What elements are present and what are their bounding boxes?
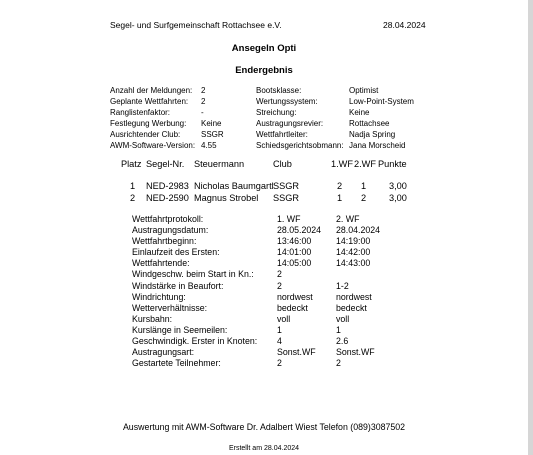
page-subtitle: Endergebnis <box>235 65 293 76</box>
meta-right-values <box>349 85 414 151</box>
meta-label: Ausrichtender Club: <box>110 130 181 139</box>
protocol-wf2-value: 14:43:00 <box>336 258 371 269</box>
meta-value: Jana Morscheid <box>349 141 406 150</box>
protocol-wf1-value: 28.05.2024 <box>277 225 322 236</box>
meta-value: Keine <box>201 119 222 128</box>
protocol-label: Kurslänge in Seemeilen: <box>132 324 228 335</box>
protocol-wf2-value: Sonst.WF <box>336 347 375 358</box>
protocol-wf1-value: 4 <box>277 336 282 347</box>
protocol-wf2-value <box>336 269 380 280</box>
protocol-wf1-value: 2 <box>277 358 282 369</box>
protocol-wf2-value: nordwest <box>336 291 372 302</box>
cell-punkte: 3,00 <box>389 181 407 191</box>
protocol-wf2-values <box>336 214 380 369</box>
protocol-wf1-value: voll <box>277 313 291 324</box>
created-date: Erstellt am 28.04.2024 <box>228 445 300 452</box>
meta-label: Anzahl der Meldungen: <box>110 86 193 95</box>
organization-name: Segel- und Surfgemeinschaft Rottachsee e.V. <box>110 20 282 30</box>
protocol-wf2-value: 1 <box>336 324 341 335</box>
meta-value: Low-Point-System <box>349 97 414 106</box>
col-header-platz: Platz <box>121 159 142 169</box>
protocol-label: Geschwindigk. Erster in Knoten: <box>132 336 258 347</box>
protocol-label: Wettfahrtende: <box>132 258 190 269</box>
col-header-wf2: 2.WF <box>354 159 376 169</box>
meta-label: Wertungssystem: <box>256 97 318 106</box>
meta-label: Geplante Wettfahrten: <box>110 97 189 106</box>
protocol-wf2-value: 28.04.2024 <box>336 225 381 236</box>
cell-steuermann: Nicholas Baumgartl <box>194 181 274 191</box>
col-header-steuermann: Steuermann <box>194 159 245 169</box>
meta-label: Ranglistenfaktor: <box>110 108 171 117</box>
meta-right-labels <box>256 85 344 151</box>
protocol-label: Kursbahn: <box>132 313 173 324</box>
meta-label: Streichung: <box>256 108 297 117</box>
meta-label: AWM-Software-Version: <box>110 141 196 150</box>
protocol-label: Einlaufzeit des Ersten: <box>132 247 220 258</box>
col-header-segel: Segel-Nr. <box>146 159 185 169</box>
protocol-wf1-value: 13:46:00 <box>277 236 312 247</box>
protocol-wf1-value: Sonst.WF <box>277 347 316 358</box>
protocol-wf1-value: 14:05:00 <box>277 258 312 269</box>
protocol-label: Wettfahrtbeginn: <box>132 236 197 247</box>
protocol-label: Wettfahrtprotokoll: <box>132 214 204 224</box>
protocol-labels <box>132 214 257 369</box>
protocol-label: Austragungsart: <box>132 347 195 358</box>
protocol-wf2-value: voll <box>336 313 350 324</box>
col-header-wf1: 1.WF <box>331 159 353 169</box>
protocol-wf2-value: 1-2 <box>336 280 349 291</box>
meta-value: 2 <box>201 86 206 95</box>
protocol-wf1-value: 1 <box>277 324 282 335</box>
protocol-wf1-value: nordwest <box>277 291 313 302</box>
meta-value: Optimist <box>349 86 379 95</box>
cell-platz: 1 <box>130 181 136 191</box>
cell-wf1: 1 <box>337 193 343 203</box>
cell-club: SSGR <box>273 193 300 203</box>
meta-label: Austragungsrevier: <box>256 119 324 128</box>
protocol-label: Windgeschw. beim Start in Kn.: <box>132 269 254 280</box>
protocol-label: Austragungsdatum: <box>132 225 209 236</box>
protocol-wf2-value: 2. WF <box>336 214 360 224</box>
page-title: Ansegeln Opti <box>231 43 297 54</box>
cell-segel: NED-2983 <box>146 181 189 191</box>
meta-label: Festlegung Werbung: <box>110 119 187 128</box>
protocol-wf2-value: 14:42:00 <box>336 247 371 258</box>
protocol-wf1-values <box>277 214 321 369</box>
protocol-wf1-value: 1. WF <box>277 214 301 224</box>
cell-wf2: 1 <box>361 181 367 191</box>
protocol-label: Windrichtung: <box>132 291 186 302</box>
protocol-wf2-value: 2.6 <box>336 336 349 347</box>
meta-value: Keine <box>349 108 370 117</box>
meta-value: 2 <box>201 97 206 106</box>
protocol-wf2-value: 14:19:00 <box>336 236 371 247</box>
meta-value: Nadja Spring <box>349 130 396 139</box>
meta-value: Rottachsee <box>349 119 390 128</box>
meta-label: Wettfahrtleiter: <box>256 130 308 139</box>
protocol-label: Gestartete Teilnehmer: <box>132 358 221 369</box>
cell-club: SSGR <box>273 181 300 191</box>
cell-platz: 2 <box>130 193 136 203</box>
protocol-wf2-value: bedeckt <box>336 302 367 313</box>
col-header-punkte: Punkte <box>378 159 407 169</box>
software-footer: Auswertung mit AWM-Software Dr. Adalbert Wiest Telefon (089)3087502 <box>122 422 406 432</box>
meta-value: 4.55 <box>201 141 217 150</box>
header-date: 28.04.2024 <box>383 20 426 30</box>
meta-value: - <box>201 108 204 117</box>
protocol-label: Wetterverhältnisse: <box>132 302 208 313</box>
protocol-wf2-value: 2 <box>336 358 341 369</box>
page-edge <box>528 0 533 455</box>
col-header-club: Club <box>273 159 292 169</box>
meta-left-labels <box>110 85 195 151</box>
protocol-wf1-value: 2 <box>277 269 282 280</box>
protocol-wf1-value: 2 <box>277 280 282 291</box>
cell-segel: NED-2590 <box>146 193 189 203</box>
meta-label: Bootsklasse: <box>256 86 302 95</box>
meta-label: Schiedsgerichtsobmann: <box>256 141 344 150</box>
protocol-label: Windstärke in Beaufort: <box>132 280 224 291</box>
cell-wf1: 2 <box>337 181 343 191</box>
meta-left-values <box>201 85 224 151</box>
meta-value: SSGR <box>201 130 224 139</box>
protocol-wf1-value: bedeckt <box>277 302 308 313</box>
protocol-wf1-value: 14:01:00 <box>277 247 312 258</box>
cell-wf2: 2 <box>361 193 367 203</box>
cell-steuermann: Magnus Strobel <box>194 193 259 203</box>
cell-punkte: 3,00 <box>389 193 407 203</box>
